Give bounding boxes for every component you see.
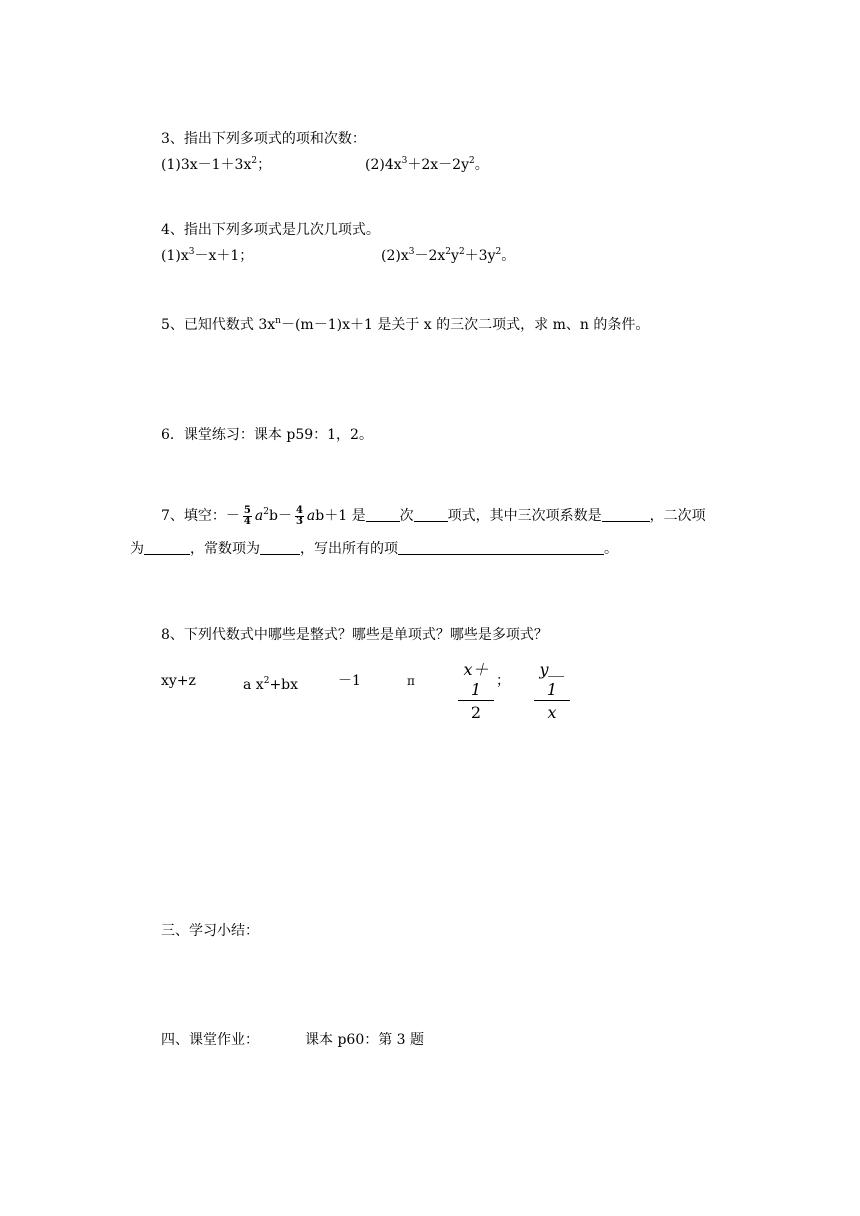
q4-title: 4、指出下列多项式是几次几项式。 xyxy=(161,222,380,238)
section-4-value: 课本 p60：第 3 题 xyxy=(305,1032,425,1048)
q8-title: 8、下列代数式中哪些是整式？哪些是单项式？哪些是多项式？ xyxy=(161,627,548,643)
section-3-summary: 三、学习小结： xyxy=(161,923,259,939)
q3-title: 3、指出下列多项式的项和次数： xyxy=(161,131,366,147)
expr-minus-one: －1 xyxy=(338,673,361,689)
blank-constant-term[interactable] xyxy=(260,540,300,555)
expr-xy-plus-z: xy+z xyxy=(161,673,196,689)
expr-pi: π xyxy=(407,674,415,688)
q6-text: 6．课堂练习：课本 p59：1，2。 xyxy=(161,427,373,443)
q7-line-2: 为 ，常数项为 ，写出所有的项 。 xyxy=(130,541,618,557)
q7-line-1: 7、填空：－ $\frac{5}{4}$ $a^2b-$ $\frac{4}{3}$ ab＋1 是 次 项式，其中三次项系数是 ，二次项 xyxy=(161,504,706,527)
separator: ； xyxy=(496,673,510,689)
blank-terms[interactable] xyxy=(414,507,448,522)
fraction-x-plus-1-over-2: $\frac{x+1}{2}$ xyxy=(458,660,494,723)
q5-text: 5、已知代数式 $3x^n-(m-1)x+1$ 是关于 x 的三次二项式，求 m、n 的条件。 xyxy=(161,316,650,333)
q4-item-2: $(2)x^3-2x^2y^2+3y^2$。 xyxy=(381,247,516,264)
blank-degree[interactable] xyxy=(366,507,400,522)
section-4-label: 四、课堂作业： xyxy=(161,1032,259,1048)
q3-item-2: $(2)4x^3+2x-2y^2$。 xyxy=(365,156,489,173)
fraction-4-3: $\frac{4}{3}$ xyxy=(295,504,303,527)
q3-item-1: $(1)3x-1+3x^2$； xyxy=(161,156,272,173)
blank-quadratic-term[interactable] xyxy=(144,540,190,555)
blank-all-terms[interactable] xyxy=(398,540,604,555)
blank-cubic-coefficient[interactable] xyxy=(602,507,650,522)
expr-ax2-plus-bx: a $x^2+bx$ xyxy=(243,676,299,693)
fraction-y-1-over-x: $\frac{y\_1}{x}$ xyxy=(534,660,570,723)
q4-item-1: $(1)x^3-x+1$； xyxy=(161,247,254,264)
fraction-5-4: $\frac{5}{4}$ xyxy=(243,504,251,527)
